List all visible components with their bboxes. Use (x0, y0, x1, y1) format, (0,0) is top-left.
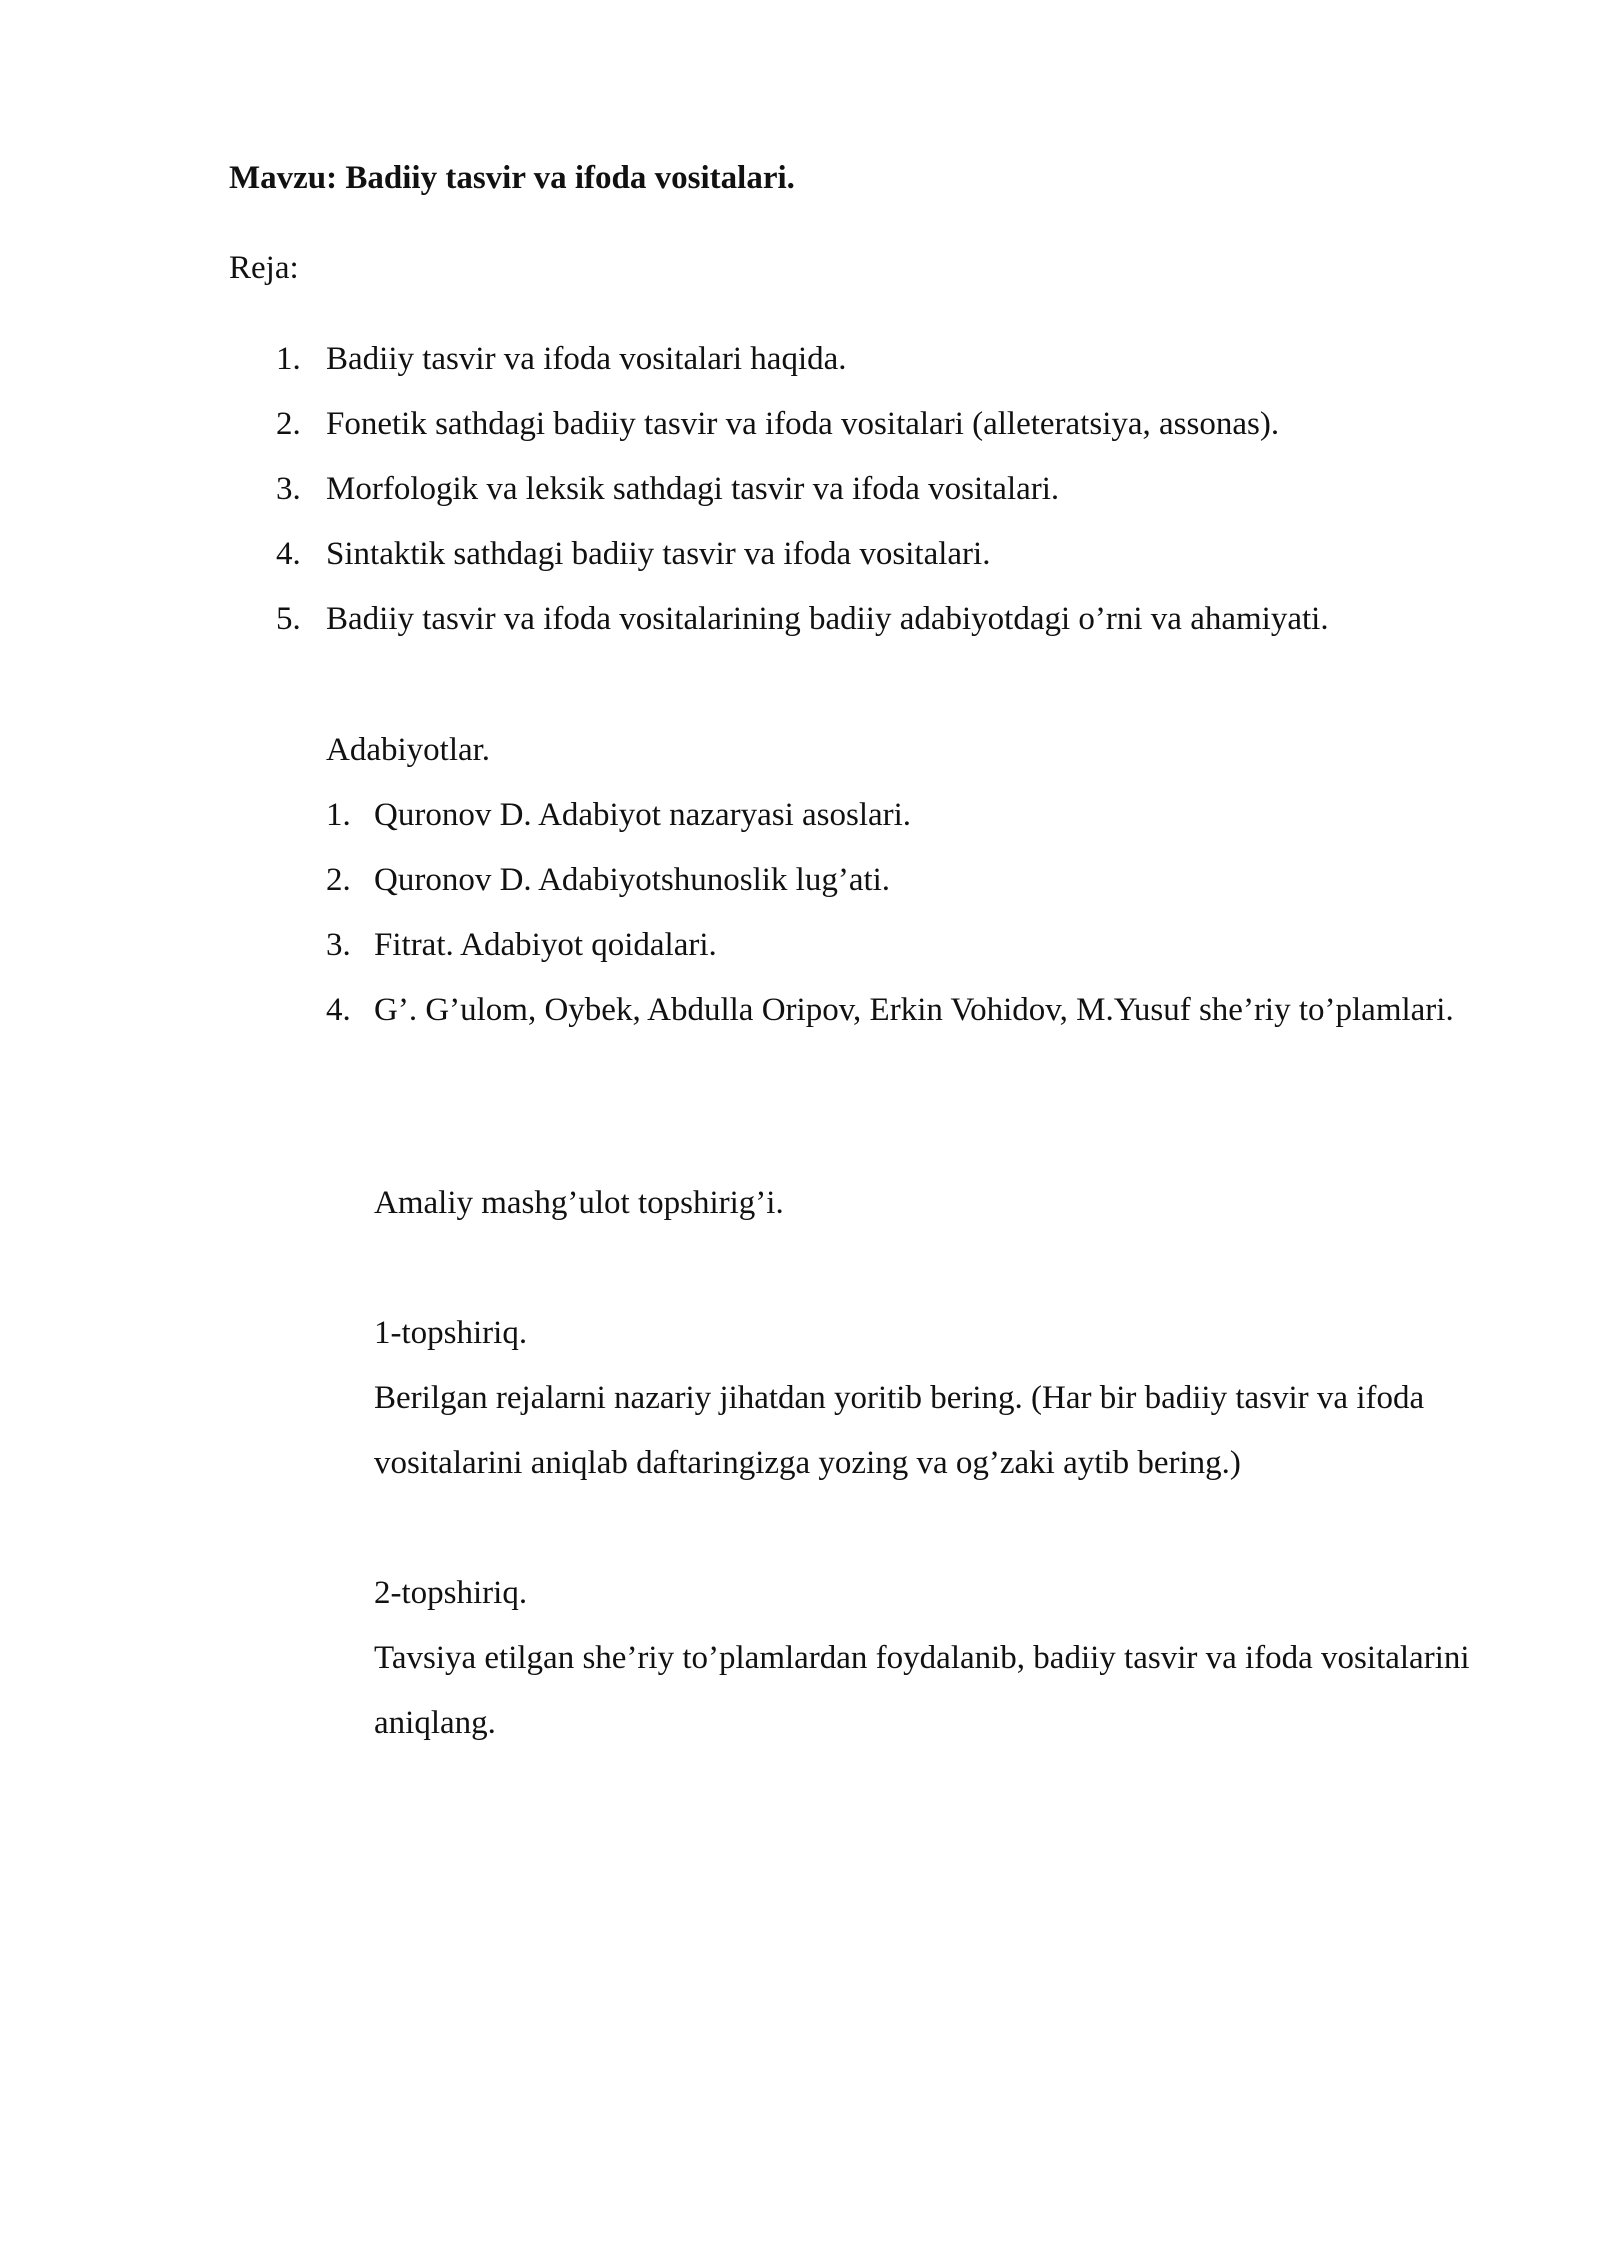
plan-label: Reja: (229, 250, 299, 286)
plan-item-number: 2. (276, 406, 301, 442)
plan-item-text: Badiiy tasvir va ifoda vositalarining badiiy adabiyotdagi o’rni va ahamiyati. (326, 601, 1329, 637)
plan-item-text: Badiiy tasvir va ifoda vositalari haqida. (326, 341, 847, 377)
plan-item-number: 3. (276, 471, 301, 507)
plan-item (229, 392, 1329, 457)
plan-item-number: 4. (276, 536, 301, 572)
literature-item (326, 978, 1514, 1043)
literature-item (326, 848, 1526, 913)
literature-item-number: 3. (326, 927, 351, 963)
task2-text: Tavsiya etilgan she’riy to’plamlardan foydalanib, badiiy tasvir va ifoda vositalarini aniqlang. (374, 1640, 1470, 1741)
plan-item-number: 5. (276, 601, 301, 637)
task1-text: Berilgan rejalarni nazariy jihatdan yoritib bering. (Har bir badiiy tasvir va ifoda vositalarini aniqlab daftaringizga yozing va og’zaki aytib bering.) (374, 1380, 1425, 1481)
literature-item-number: 4. (326, 992, 351, 1028)
plan-item (229, 327, 1329, 392)
practice-label: Amaliy mashg’ulot topshirig’i. (374, 1185, 784, 1221)
literature-label: Adabiyotlar. (326, 732, 491, 768)
document-title: Mavzu: Badiiy tasvir va ifoda vositalari. (229, 160, 795, 196)
plan-item (229, 522, 1329, 587)
literature-item-text: Quronov D. Adabiyot nazaryasi asoslari. (374, 797, 912, 833)
literature-item-text: G’. G’ulom, Oybek, Abdulla Oripov, Erkin Vohidov, M.Yusuf she’riy to’plamlari. (374, 992, 1454, 1028)
literature-item-number: 2. (326, 862, 351, 898)
task2-title: 2-topshiriq. (374, 1575, 528, 1611)
plan-item-number: 1. (276, 341, 301, 377)
literature-item (326, 913, 1526, 978)
literature-item-text: Quronov D. Adabiyotshunoslik lug’ati. (374, 862, 891, 898)
plan-item-text: Morfologik va leksik sathdagi tasvir va ifoda vositalari. (326, 471, 1060, 507)
plan-list (229, 327, 1329, 652)
literature-list (326, 783, 1526, 1043)
plan-item (229, 457, 1329, 522)
literature-item (326, 783, 1526, 848)
literature-item-number: 1. (326, 797, 351, 833)
plan-item-text: Sintaktik sathdagi badiiy tasvir va ifoda vositalari. (326, 536, 991, 572)
literature-item-text: Fitrat. Adabiyot qoidalari. (374, 927, 717, 963)
plan-item (229, 587, 1329, 652)
plan-item-text: Fonetik sathdagi badiiy tasvir va ifoda vositalari (alleteratsiya, assonas). (326, 406, 1280, 442)
task1-title: 1-topshiriq. (374, 1315, 528, 1351)
